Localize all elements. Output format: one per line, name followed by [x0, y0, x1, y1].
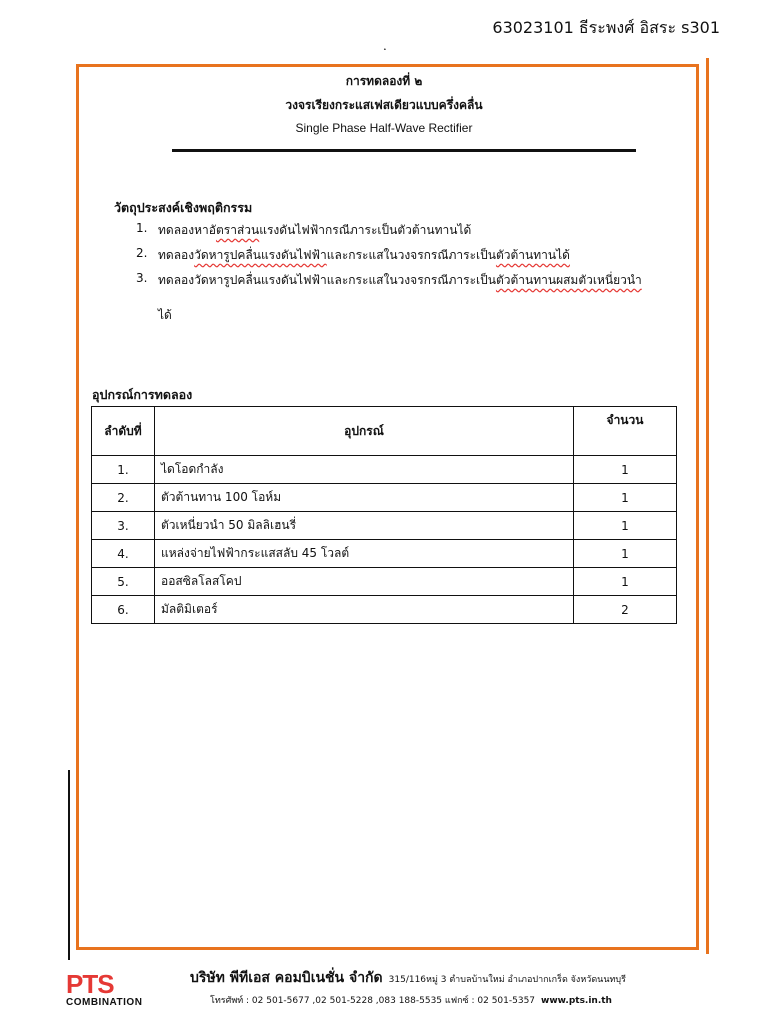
column-header-quantity: จำนวน	[574, 407, 677, 456]
title-divider	[172, 149, 636, 152]
objective-item	[136, 246, 696, 271]
annotated-phrase: วัดหารูปคลื่นแรงดันไฟฟ้า	[194, 248, 327, 262]
objectives-list	[136, 221, 696, 296]
row-quantity: 1	[574, 484, 677, 512]
row-number: 2.	[92, 484, 155, 512]
column-header-equipment: อุปกรณ์	[155, 407, 574, 456]
table-row	[92, 456, 677, 484]
objective-text-part: ทดลองหาอั	[158, 223, 216, 237]
column-header-number: ลำดับที่	[92, 407, 155, 456]
contact-numbers: โทรศัพท์ : 02 501-5677 ,02 501-5228 ,083 188-5535 แฟกซ์ : 02 501-5357	[210, 996, 536, 1006]
row-number: 5.	[92, 568, 155, 596]
objectives-heading: วัตถุประสงค์เชิงพฤติกรรม	[114, 200, 253, 215]
company-name: บริษัท พีทีเอส คอมบิเนชั่น จำกัด	[190, 970, 383, 986]
objective-item	[136, 271, 696, 296]
table-row	[92, 512, 677, 540]
company-website: www.pts.in.th	[541, 996, 612, 1006]
objective-text-part: และกระแสในวงจรกรณีภาระเป็น	[326, 248, 496, 262]
experiment-title-english: Single Phase Half-Wave Rectifier	[295, 121, 473, 135]
student-name-header: 63023101 ธีระพงศ์ อิสระ s301	[492, 18, 720, 37]
company-logo	[66, 971, 166, 1008]
objective-text-part: ทดลองวัดหารูปคลื่นแรงดันไฟฟ้าและกระแสในวงจรกรณีภาระเป็น	[158, 273, 496, 287]
equipment-heading: อุปกรณ์การทดลอง	[92, 387, 193, 402]
row-quantity: 1	[574, 568, 677, 596]
objective-text-part: ทดลอง	[158, 248, 195, 262]
annotated-phrase: ตัวต้านทานได้	[495, 248, 570, 262]
row-equipment: ตัวเหนี่ยวนำ 50 มิลลิเฮนรี่	[155, 512, 574, 540]
annotated-phrase: ตัวต้านทานผสมตัวเหนี่ยวนำ	[495, 273, 642, 287]
objective-number: 1.	[136, 221, 148, 235]
objective-continuation: ได้	[158, 308, 172, 322]
objective-text	[158, 246, 570, 265]
annotated-phrase: ตราส่วน	[215, 223, 260, 237]
row-number: 6.	[92, 596, 155, 624]
row-equipment: ไดโอดกำลัง	[155, 456, 574, 484]
row-quantity: 1	[574, 540, 677, 568]
company-info	[190, 967, 626, 989]
objective-text	[158, 221, 471, 240]
objective-text	[158, 271, 642, 290]
row-quantity: 1	[574, 456, 677, 484]
table-row	[92, 596, 677, 624]
row-equipment: แหล่งจ่ายไฟฟ้ากระแสสลับ 45 โวลต์	[155, 540, 574, 568]
equipment-table	[91, 406, 677, 624]
table-row	[92, 484, 677, 512]
objective-number: 3.	[136, 271, 148, 285]
page-border-outer-left	[68, 770, 70, 960]
row-equipment: ออสซิลโลสโคป	[155, 568, 574, 596]
row-number: 1.	[92, 456, 155, 484]
row-equipment: มัลติมิเตอร์	[155, 596, 574, 624]
row-number: 4.	[92, 540, 155, 568]
objective-item	[136, 221, 696, 246]
row-number: 3.	[92, 512, 155, 540]
logo-wordmark: PTS	[66, 969, 114, 999]
logo-subtitle: COMBINATION	[66, 997, 143, 1008]
row-equipment: ตัวต้านทาน 100 โอห์ม	[155, 484, 574, 512]
objective-number: 2.	[136, 246, 148, 260]
experiment-title-thai: วงจรเรียงกระแสเฟสเดียวแบบครึ่งคลื่น	[285, 98, 483, 112]
page-border-outer-right	[706, 58, 709, 954]
objective-text-part: แรงดันไฟฟ้ากรณีภาระเป็นตัวต้านทานได้	[259, 223, 472, 237]
company-address: 315/116หมู่ 3 ตำบลบ้านใหม่ อำเภอปากเกร็ด จังหวัดนนทบุรี	[388, 975, 626, 985]
row-quantity: 1	[574, 512, 677, 540]
table-header-row	[92, 407, 677, 456]
table-row	[92, 540, 677, 568]
company-contact	[210, 993, 612, 1007]
experiment-number: การทดลองที่ ๒	[345, 74, 423, 88]
table-row	[92, 568, 677, 596]
row-quantity: 2	[574, 596, 677, 624]
